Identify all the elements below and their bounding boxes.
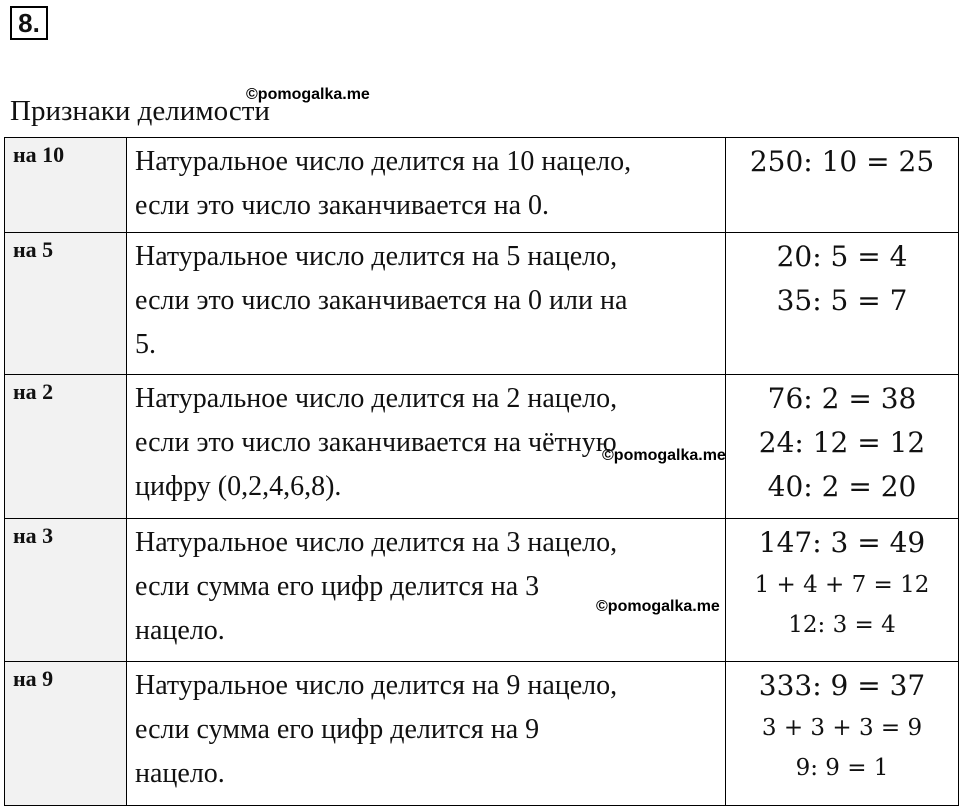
- rule-line: нацело.: [135, 615, 225, 646]
- example-equation: 35: 5 = 7: [776, 284, 908, 317]
- examples-cell: [726, 138, 959, 233]
- table-row: [5, 375, 959, 519]
- examples-cell: [726, 375, 959, 519]
- example-equation: 24: 12 = 12: [758, 426, 926, 459]
- divisor-label: на 5: [5, 233, 127, 375]
- examples-cell: [726, 233, 959, 375]
- example-equation: 12: 3 = 4: [788, 612, 896, 638]
- watermark: ©pomogalka.me: [602, 447, 726, 464]
- table-row: [5, 519, 959, 662]
- rule-text: [127, 375, 726, 519]
- rule-text: [127, 662, 726, 806]
- example-equation: 40: 2 = 20: [767, 470, 917, 503]
- rule-text: [127, 233, 726, 375]
- divisor-label: на 3: [5, 519, 127, 662]
- example-equation: 147: 3 = 49: [758, 526, 926, 559]
- rule-line: если сумма его цифр делится на 3: [135, 571, 540, 602]
- examples-cell: [726, 662, 959, 806]
- example-equation: 1 + 4 + 7 = 12: [754, 572, 930, 598]
- page-title: Признаки делимости: [10, 95, 270, 127]
- table-row: [5, 233, 959, 375]
- rule-line: Натуральное число делится на 3 нацело,: [135, 527, 618, 558]
- rule-line: если это число заканчивается на 0 или на: [135, 285, 628, 316]
- divisor-label: на 9: [5, 662, 127, 806]
- rule-text: [127, 519, 726, 662]
- example-equation: 333: 9 = 37: [758, 669, 926, 702]
- rule-line: 5.: [135, 329, 156, 360]
- rule-line: если это число заканчивается на 0.: [135, 190, 550, 221]
- rule-line: если это число заканчивается на чётную: [135, 427, 617, 458]
- table-row: [5, 662, 959, 806]
- examples-cell: [726, 519, 959, 662]
- rule-line: Натуральное число делится на 9 нацело,: [135, 670, 618, 701]
- task-number: 8.: [10, 6, 48, 40]
- example-equation: 250: 10 = 25: [749, 145, 935, 178]
- rule-line: Натуральное число делится на 5 нацело,: [135, 241, 618, 272]
- divisor-label: на 2: [5, 375, 127, 519]
- example-equation: 3 + 3 + 3 = 9: [761, 715, 923, 741]
- rule-line: цифру (0,2,4,6,8).: [135, 471, 342, 502]
- example-equation: 9: 9 = 1: [795, 755, 889, 781]
- divisibility-table: [4, 137, 959, 806]
- divisor-label: на 10: [5, 138, 127, 233]
- rule-line: нацело.: [135, 758, 225, 789]
- table-row: [5, 138, 959, 233]
- example-equation: 76: 2 = 38: [767, 382, 917, 415]
- rule-text: [127, 138, 726, 233]
- example-equation: 20: 5 = 4: [776, 240, 908, 273]
- watermark: ©pomogalka.me: [596, 598, 720, 615]
- rule-line: Натуральное число делится на 2 нацело,: [135, 383, 618, 414]
- rule-line: Натуральное число делится на 10 нацело,: [135, 146, 632, 177]
- rule-line: если сумма его цифр делится на 9: [135, 714, 540, 745]
- watermark: ©pomogalka.me: [246, 86, 370, 103]
